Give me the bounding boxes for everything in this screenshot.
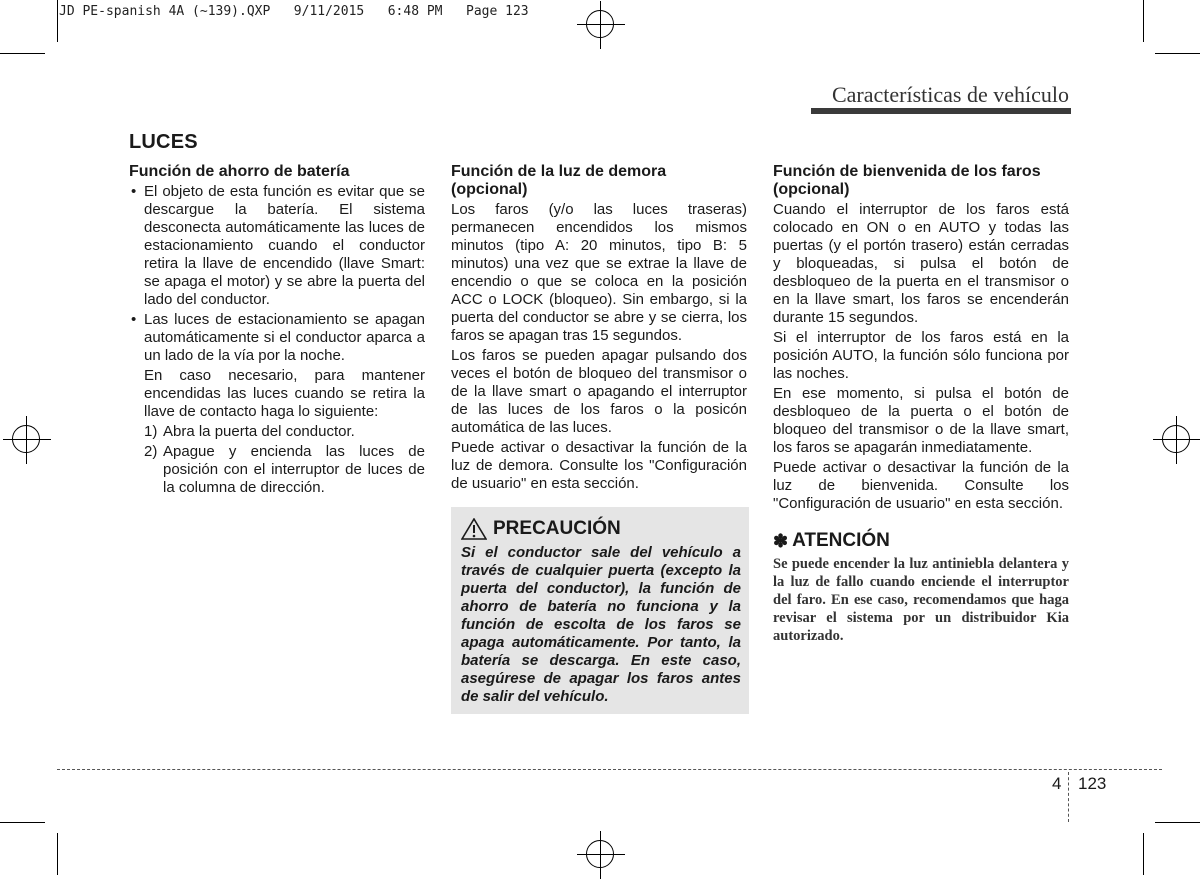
page-number: 123	[1078, 774, 1107, 793]
crop-mark	[57, 0, 58, 42]
delay-light-heading: Función de la luz de demora (opcional)	[451, 163, 667, 198]
footer-rule	[57, 769, 1162, 770]
crop-mark	[1143, 0, 1144, 42]
registration-mark-icon	[1162, 425, 1190, 453]
crop-mark	[1155, 822, 1200, 823]
header-rule	[811, 108, 1071, 114]
paragraph: Si el interruptor de los faros está en la posición AUTO, la función sólo funciona por las noches.	[773, 329, 1069, 382]
notice-text: Se puede encender la luz antiniebla delantera y la luz de fallo cuando enciende el interruptor del faro. En ese caso, recomendamos que haga revisar el sistema por un distribuidor Kia autorizado.	[773, 556, 1069, 644]
section-title: Características de vehículo	[831, 82, 1069, 107]
welcome-light-heading: Función de bienvenida de los faros (opcional)	[773, 163, 1041, 198]
paragraph: Cuando el interruptor de los faros está colocado en ON o en AUTO y todas las puertas (y el portón trasero) están cerradas y bloqueadas, si pulsa el botón de desbloqueo de la puerta en el transmisor o en la llave smart, los faros se encenderán durante 15 segundos.	[773, 201, 1069, 326]
battery-saver-heading: Función de ahorro de batería	[129, 163, 350, 180]
column-battery-saver	[129, 163, 425, 499]
crop-mark	[0, 822, 45, 823]
list-item: • Las luces de estacionamiento se apagan automáticamente si el conductor aparca a un lado de la vía por la noche.	[129, 311, 425, 365]
step-number: 2)	[144, 443, 158, 460]
notice-block	[773, 529, 1069, 645]
crop-mark	[1143, 833, 1144, 875]
crop-mark	[1155, 53, 1200, 54]
battery-saver-list	[129, 183, 425, 365]
paragraph: Los faros (y/o las luces traseras) permanecen encendidos los mismos minutos (tipo A: 20 minutos, tipo B: 5 minutos) una vez que se extrae la llave de encendio o que se coloca en la posición ACC o LOCK (bloqueo). Sin embargo, si la puerta del conductor se abre y se cierra, los faros se apagan tras 15 segundos.	[451, 201, 747, 344]
asterisk-notice-icon: ✽	[773, 531, 789, 551]
caution-title-row	[461, 517, 741, 541]
paragraph: En ese momento, si pulsa el botón de desbloqueo de la puerta o el botón de bloqueo del transmisor o de la llave smart, los faros se apagarán inmediatamente.	[773, 385, 1069, 456]
paragraph: Puede activar o desactivar la función de la luz de bienvenida. Consulte los "Configuración de usuario" en esta sección.	[773, 459, 1069, 512]
caution-text: Si el conductor sale del vehículo a través de cualquier puerta (excepto la puerta del conductor), la función de ahorro de batería no funciona y la función de escolta de los faros se apaga automáticamente. Por tanto, la batería se descarga. En este caso, asegúrese de apagar los faros antes de salir del vehículo.	[461, 544, 741, 705]
step-number: 1)	[144, 423, 158, 440]
warning-triangle-icon	[461, 518, 487, 540]
step-text: Abra la puerta del conductor.	[163, 423, 355, 440]
column-delay-light	[451, 163, 747, 714]
caution-box	[451, 507, 749, 714]
battery-saver-paragraph: En caso necesario, para mantener encendidas las luces cuando se retira la llave de contacto haga lo siguiente:	[144, 367, 425, 420]
step-item	[129, 423, 425, 441]
notice-title-row	[773, 529, 1069, 553]
caution-title: PRECAUCIÓN	[493, 518, 621, 539]
notice-title: ATENCIÓN	[792, 530, 890, 551]
registration-mark-icon	[12, 425, 40, 453]
registration-mark-icon	[586, 10, 614, 38]
column-welcome-light	[773, 163, 1069, 645]
step-text: Apague y encienda las luces de posición con el interruptor de luces de la columna de dirección.	[163, 443, 425, 496]
page-number-divider	[1068, 772, 1070, 822]
chapter-number: 4	[1052, 774, 1062, 793]
list-item: • El objeto de esta función es evitar que se descargue la batería. El sistema desconecta automáticamente las luces de estacionamiento cuando el conductor retira la llave de encendido (llave Smart: se apaga el motor) y se abre la puerta del lado del conductor.	[129, 183, 425, 309]
print-header: JD PE-spanish 4A (~139).QXP 9/11/2015 6:48 PM Page 123	[59, 4, 529, 19]
paragraph: Los faros se pueden apagar pulsando dos veces el botón de bloqueo del transmisor o de la llave smart o apagando el interruptor de las luces de los faros o la posicón automática de las luces.	[451, 347, 747, 436]
step-item	[129, 443, 425, 497]
crop-mark	[0, 53, 45, 54]
paragraph: Puede activar o desactivar la función de la luz de demora. Consulte los "Configuración de usuario" en esta sección.	[451, 439, 747, 492]
page-heading: LUCES	[129, 131, 198, 153]
registration-mark-icon	[586, 840, 614, 868]
crop-mark	[57, 833, 58, 875]
